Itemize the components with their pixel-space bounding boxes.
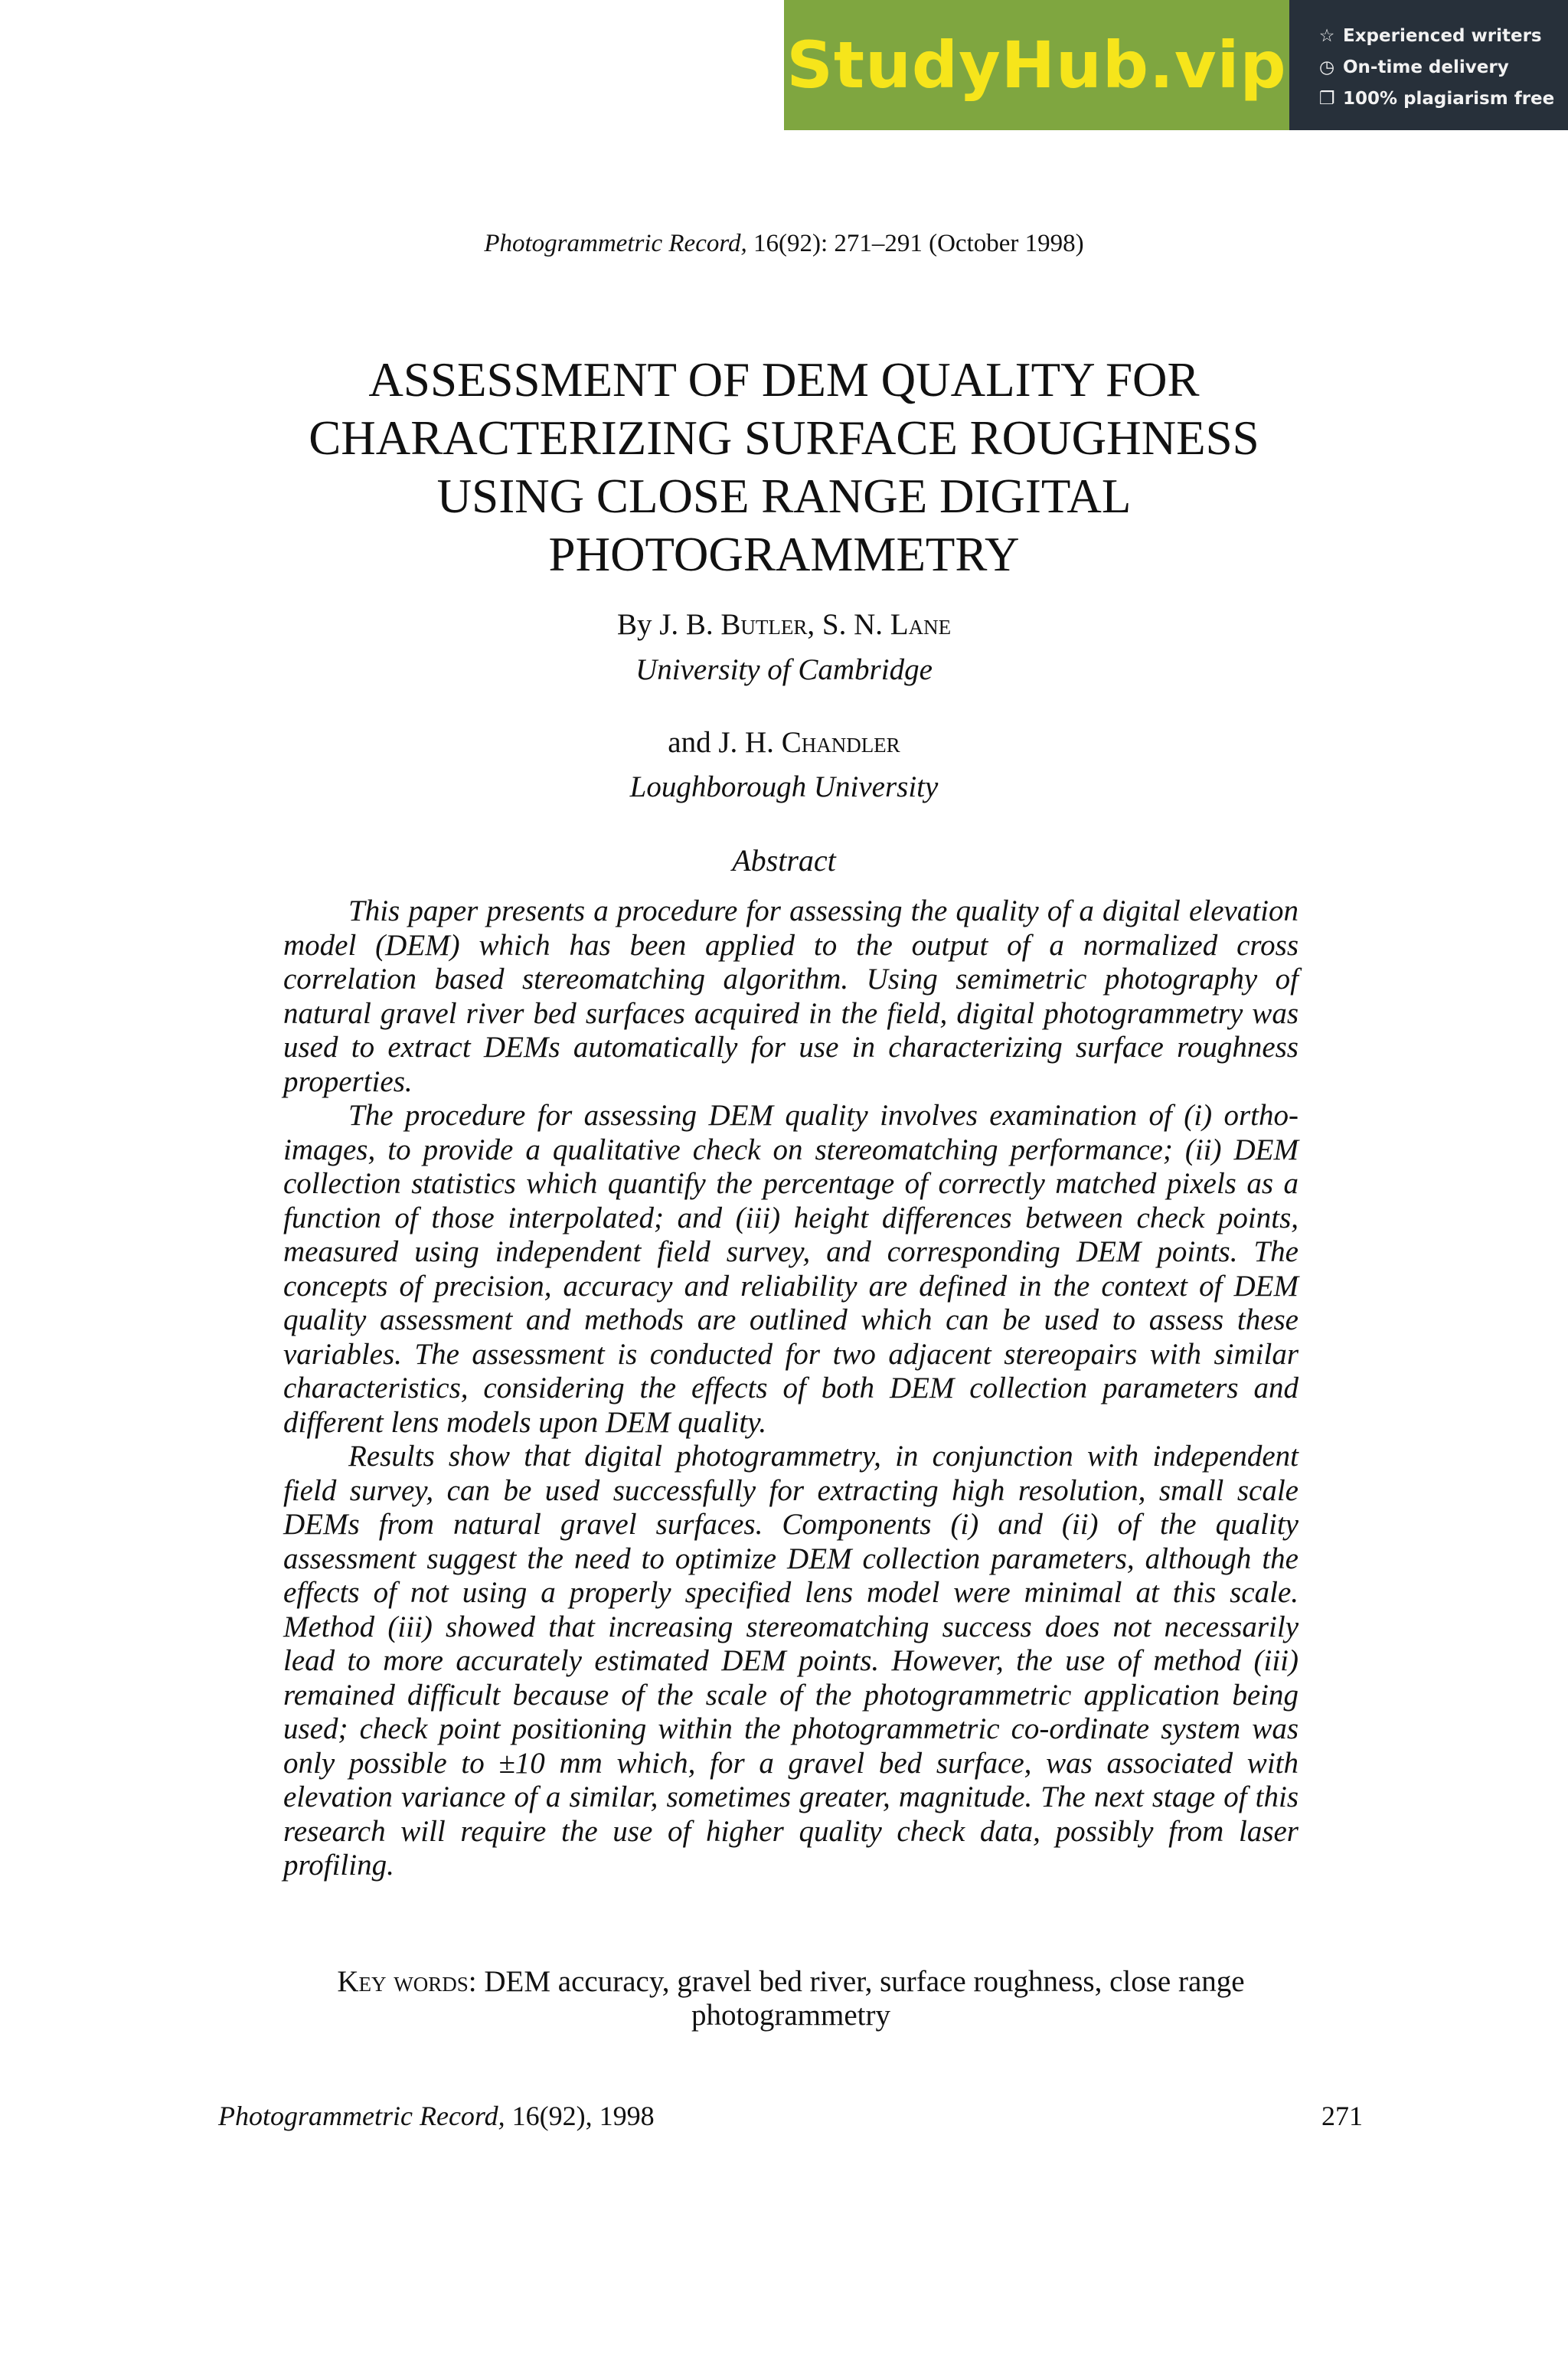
clock-icon: ◷	[1318, 57, 1335, 77]
abstract-paragraph: The procedure for assessing DEM quality involves examination of (i) ortho-images, to provide a qualitative check on stereomatching performance; (ii) DEM collection statistics which quantify the percentage of correctly matched pixels as a function of those interpolated; and (iii) height differences between check points, measured using independent field survey, and corresponding DEM points. The concepts of precision, accuracy and reliability are defined in the context of DEM quality assessment and methods are outlined which can be used to assess these variables. The assessment is conducted for two adjacent stereopairs with similar characteristics, considering the effects of both DEM collection parameters and different lens models upon DEM quality.	[283, 1099, 1298, 1439]
title-line: ASSESSMENT OF DEM QUALITY FOR	[368, 353, 1200, 407]
star-icon: ☆	[1318, 25, 1335, 46]
feature-label: On-time delivery	[1343, 57, 1509, 77]
affiliation-1: University of Cambridge	[635, 653, 933, 686]
brand-name: StudyHub.vip	[786, 28, 1287, 103]
paper-title	[0, 351, 1568, 584]
feature-item	[1317, 51, 1568, 83]
abstract-paragraph: This paper presents a procedure for assessing the quality of a digital elevation model (DEM) which has been applied to the output of a normalized cross correlation based stereomatching algorithm. Using semimetric photography of natural gravel river bed surfaces acquired in the field, digital photogrammetry was used to extract DEMs automatically for use in characterizing surface roughness properties.	[283, 894, 1298, 1098]
feature-label: 100% plagiarism free	[1343, 88, 1555, 109]
keywords	[283, 1965, 1298, 2032]
feature-item	[1317, 83, 1568, 114]
feature-item	[1317, 20, 1568, 51]
byline-prefix: By J. B.	[616, 608, 721, 641]
title-line: CHARACTERIZING SURFACE ROUGHNESS	[309, 411, 1259, 465]
keywords-label: Key words:	[337, 1965, 477, 1998]
feature-label: Experienced writers	[1343, 25, 1542, 46]
feature-list	[1289, 0, 1568, 130]
brand-logo[interactable]	[784, 0, 1289, 130]
affiliation-2: Loughborough University	[629, 770, 939, 803]
copy-icon: ❐	[1318, 88, 1335, 109]
title-line: PHOTOGRAMMETRY	[548, 528, 1020, 581]
author-surname: Butler	[720, 608, 808, 641]
title-line: USING CLOSE RANGE DIGITAL	[436, 469, 1132, 523]
journal-citation	[0, 230, 1568, 258]
author-line-2	[0, 725, 1568, 760]
footer-journal-details: 16(92), 1998	[505, 2101, 655, 2131]
abstract-body	[283, 894, 1298, 1883]
footer-citation	[218, 2100, 655, 2132]
journal-name: Photogrammetric Record,	[484, 230, 747, 257]
author-line-1	[0, 607, 1568, 642]
author-surname: Chandler	[781, 726, 900, 759]
ad-banner[interactable]	[784, 0, 1568, 130]
footer-journal-name: Photogrammetric Record,	[218, 2101, 505, 2131]
abstract-paragraph: Results show that digital photogrammetry, in conjunction with independent field survey, can be used successfully for extracting high resolution, small scale DEMs from natural gravel surfaces. Components (i) and (ii) of the quality assessment suggest the need to optimize DEM collection parameters, although the effects of not using a properly specified lens model were minimal at this scale. Method (iii) showed that increasing stereomatching success does not necessarily lead to more accurately estimated DEM points. However, the use of method (iii) remained difficult because of the scale of the photogrammetric application being used; check point positioning within the photogrammetric co-ordinate system was only possible to ±10 mm which, for a gravel bed surface, was associated with elevation variance of a similar, sometimes greater, magnitude. The next stage of this research will require the use of higher quality check data, possibly from laser profiling.	[283, 1440, 1298, 1882]
author-separator: , S. N.	[807, 608, 890, 641]
author-surname: Lane	[890, 608, 952, 641]
page-number: 271	[1321, 2101, 1363, 2131]
abstract-heading: Abstract	[732, 843, 836, 878]
byline-prefix: and J. H.	[668, 726, 782, 759]
keywords-text: DEM accuracy, gravel bed river, surface roughness, close range photogrammetry	[476, 1965, 1245, 2032]
journal-details: 16(92): 271–291 (October 1998)	[746, 230, 1084, 257]
